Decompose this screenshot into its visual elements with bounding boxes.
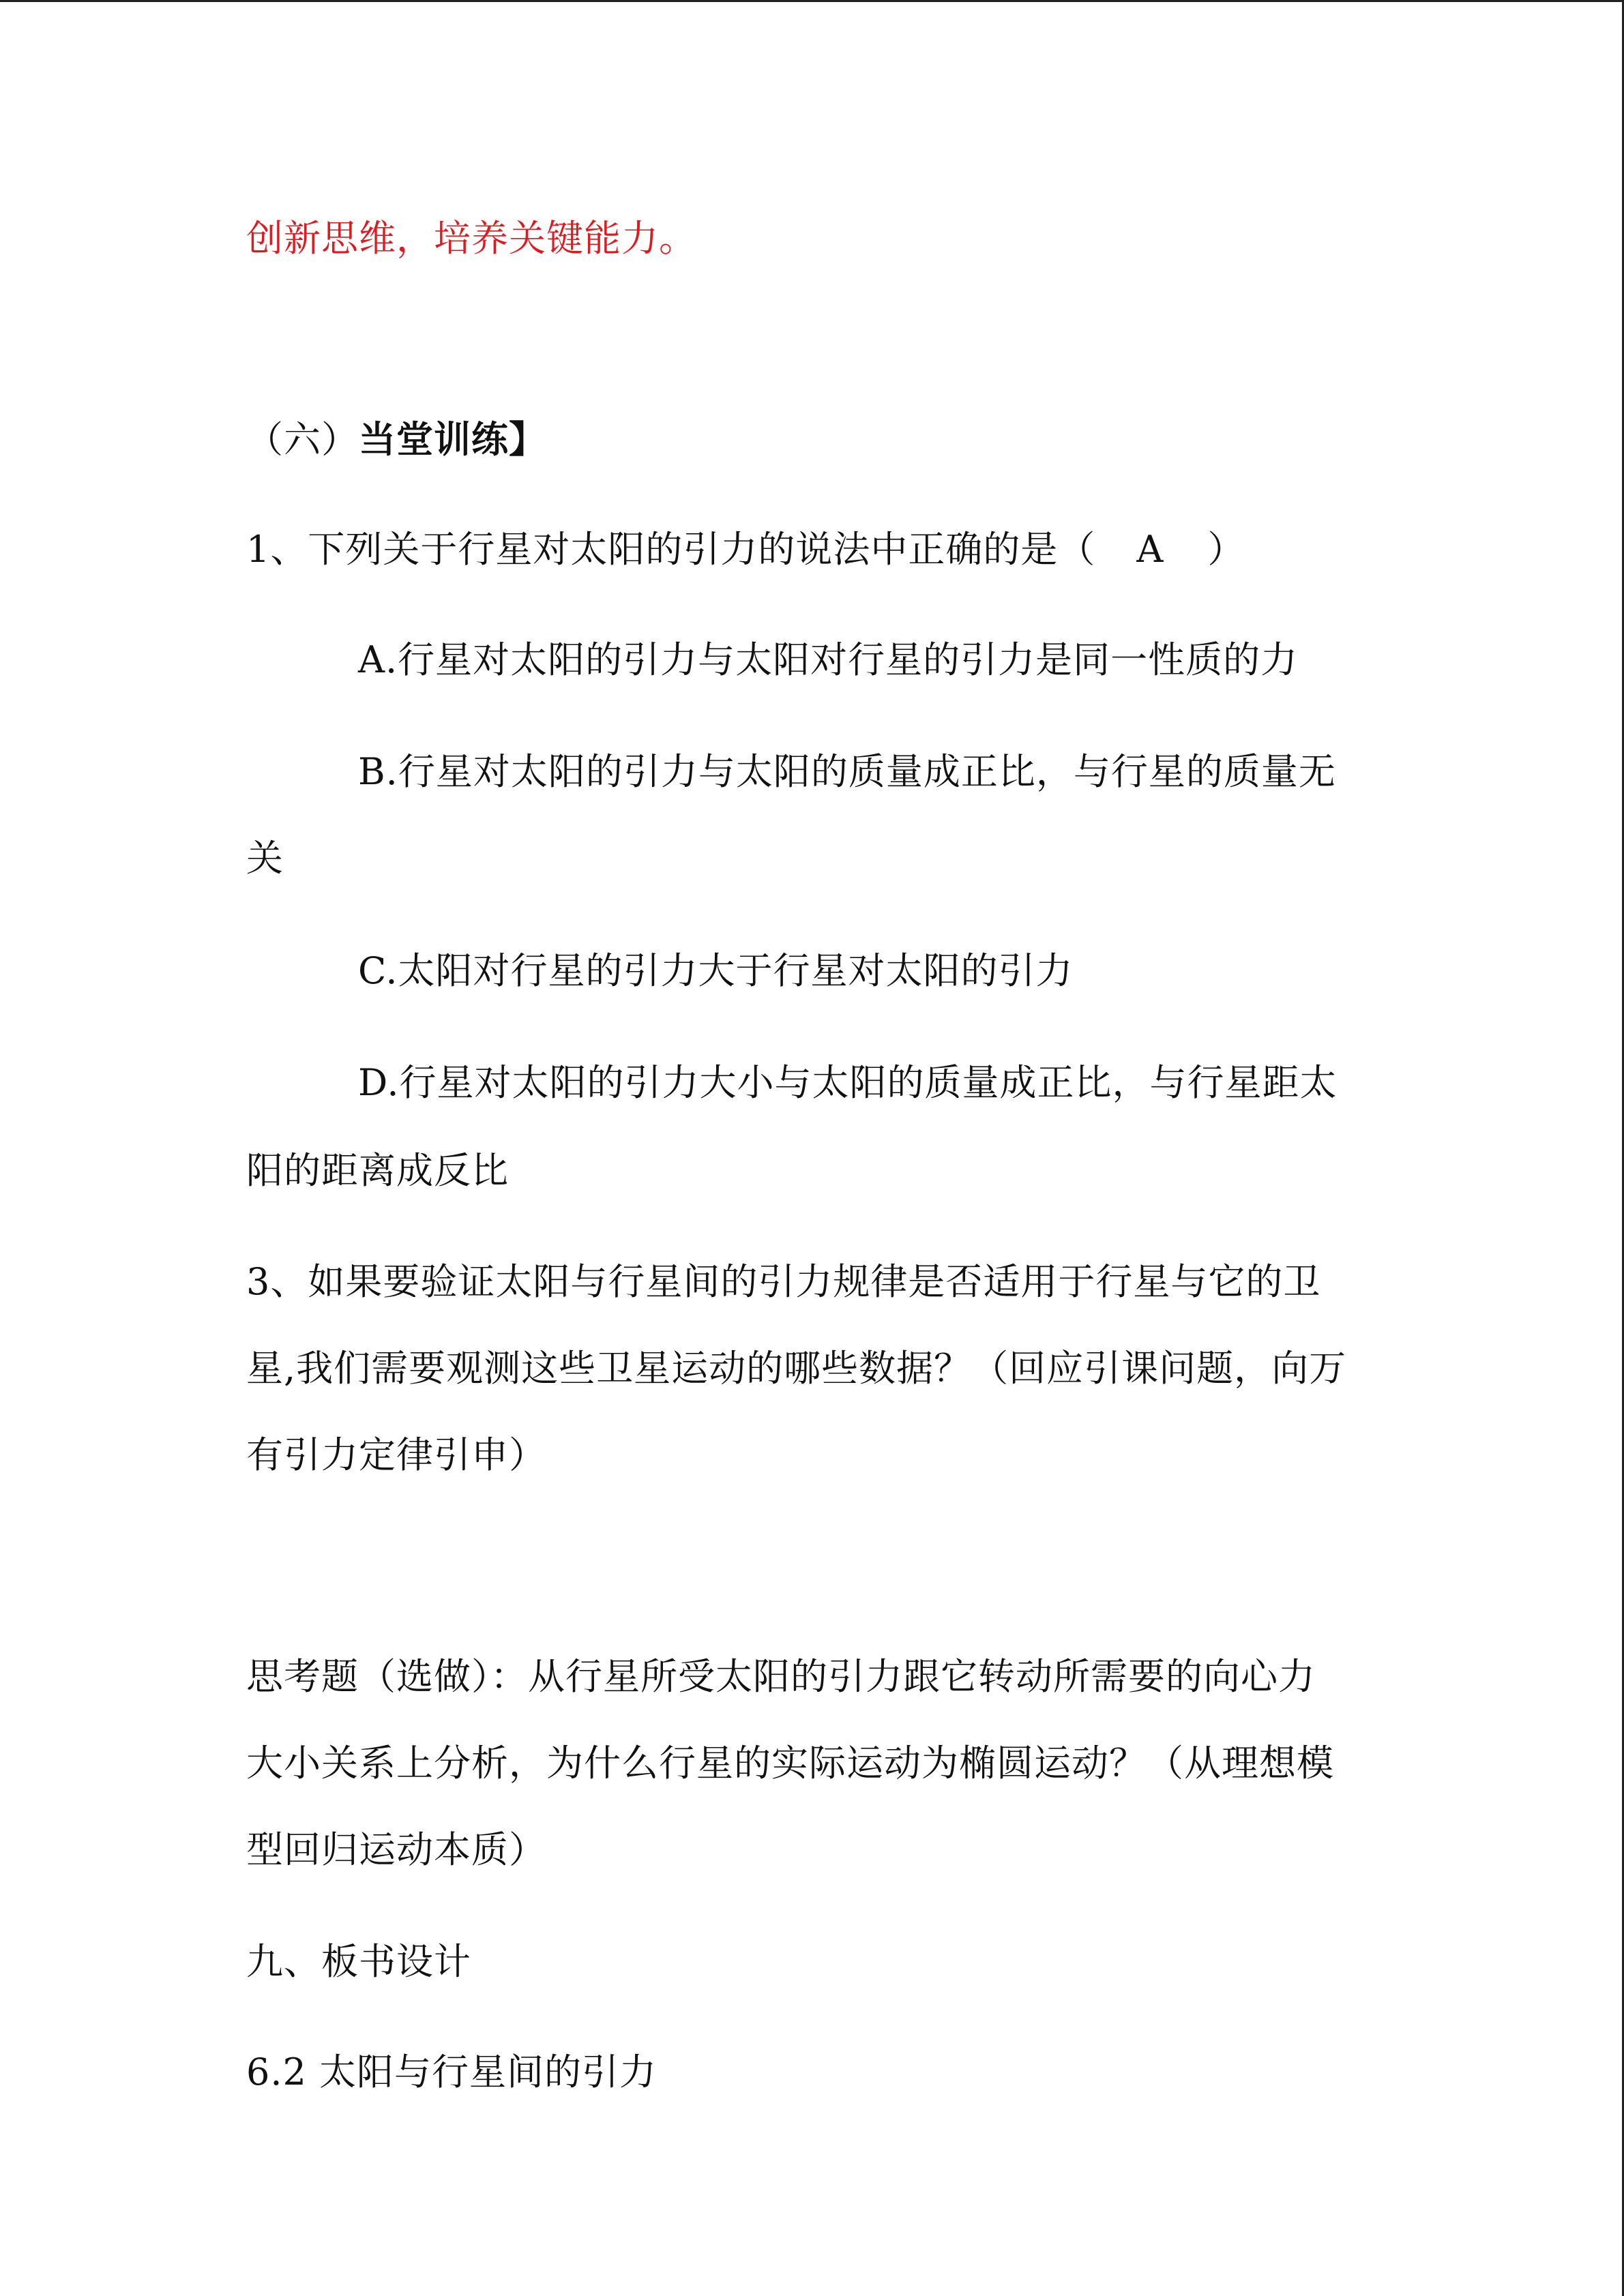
question-1-stem — [246, 522, 1245, 577]
question-3-line-3: 有引力定律引申） — [246, 1433, 546, 1476]
question-1-option-d-continued: 阳的距离成反比 — [246, 1149, 509, 1192]
board-design-title: 6.2 太阳与行星间的引力 — [246, 2051, 658, 2093]
thinking-question-line-3: 型回归运动本质） — [246, 1828, 546, 1871]
question-1-option-a: A.行星对太阳的引力与太阳对行星的引力是同一性质的力 — [358, 638, 1299, 681]
section-heading — [246, 412, 546, 467]
section-title: 当堂训练】 — [359, 417, 546, 461]
intro-tail-text: 创新思维，培养关键能力。 — [246, 217, 696, 260]
question-1-option-d: D.行星对太阳的引力大小与太阳的质量成正比，与行星距太 — [358, 1061, 1338, 1104]
board-design-heading: 九、板书设计 — [246, 1940, 471, 1983]
question-1-option-c: C.太阳对行星的引力大于行星对太阳的引力 — [358, 949, 1074, 992]
question-3-line-2: 星,我们需要观测这些卫星运动的哪些数据？（回应引课问题，向万 — [246, 1347, 1347, 1390]
thinking-question-line-1: 思考题（选做）：从行星所受太阳的引力跟它转动所需要的向心力 — [246, 1655, 1316, 1698]
thinking-question-line-2: 大小关系上分析，为什么行星的实际运动为椭圆运动？（从理想模 — [246, 1742, 1334, 1785]
question-3-line-1: 3、如果要验证太阳与行星间的引力规律是否适用于行星与它的卫 — [246, 1260, 1321, 1303]
question-1-option-b: B.行星对太阳的引力与太阳的质量成正比，与行星的质量无 — [358, 750, 1336, 793]
question-1-answer: A — [1136, 528, 1164, 571]
question-1-text: 1、下列关于行星对太阳的引力的说法中正确的是（ — [246, 528, 1096, 571]
question-1-option-b-continued: 关 — [246, 837, 284, 880]
page-top-border — [0, 0, 1624, 2]
question-1-close-paren: ） — [1207, 528, 1245, 571]
section-prefix: （六） — [246, 418, 359, 461]
